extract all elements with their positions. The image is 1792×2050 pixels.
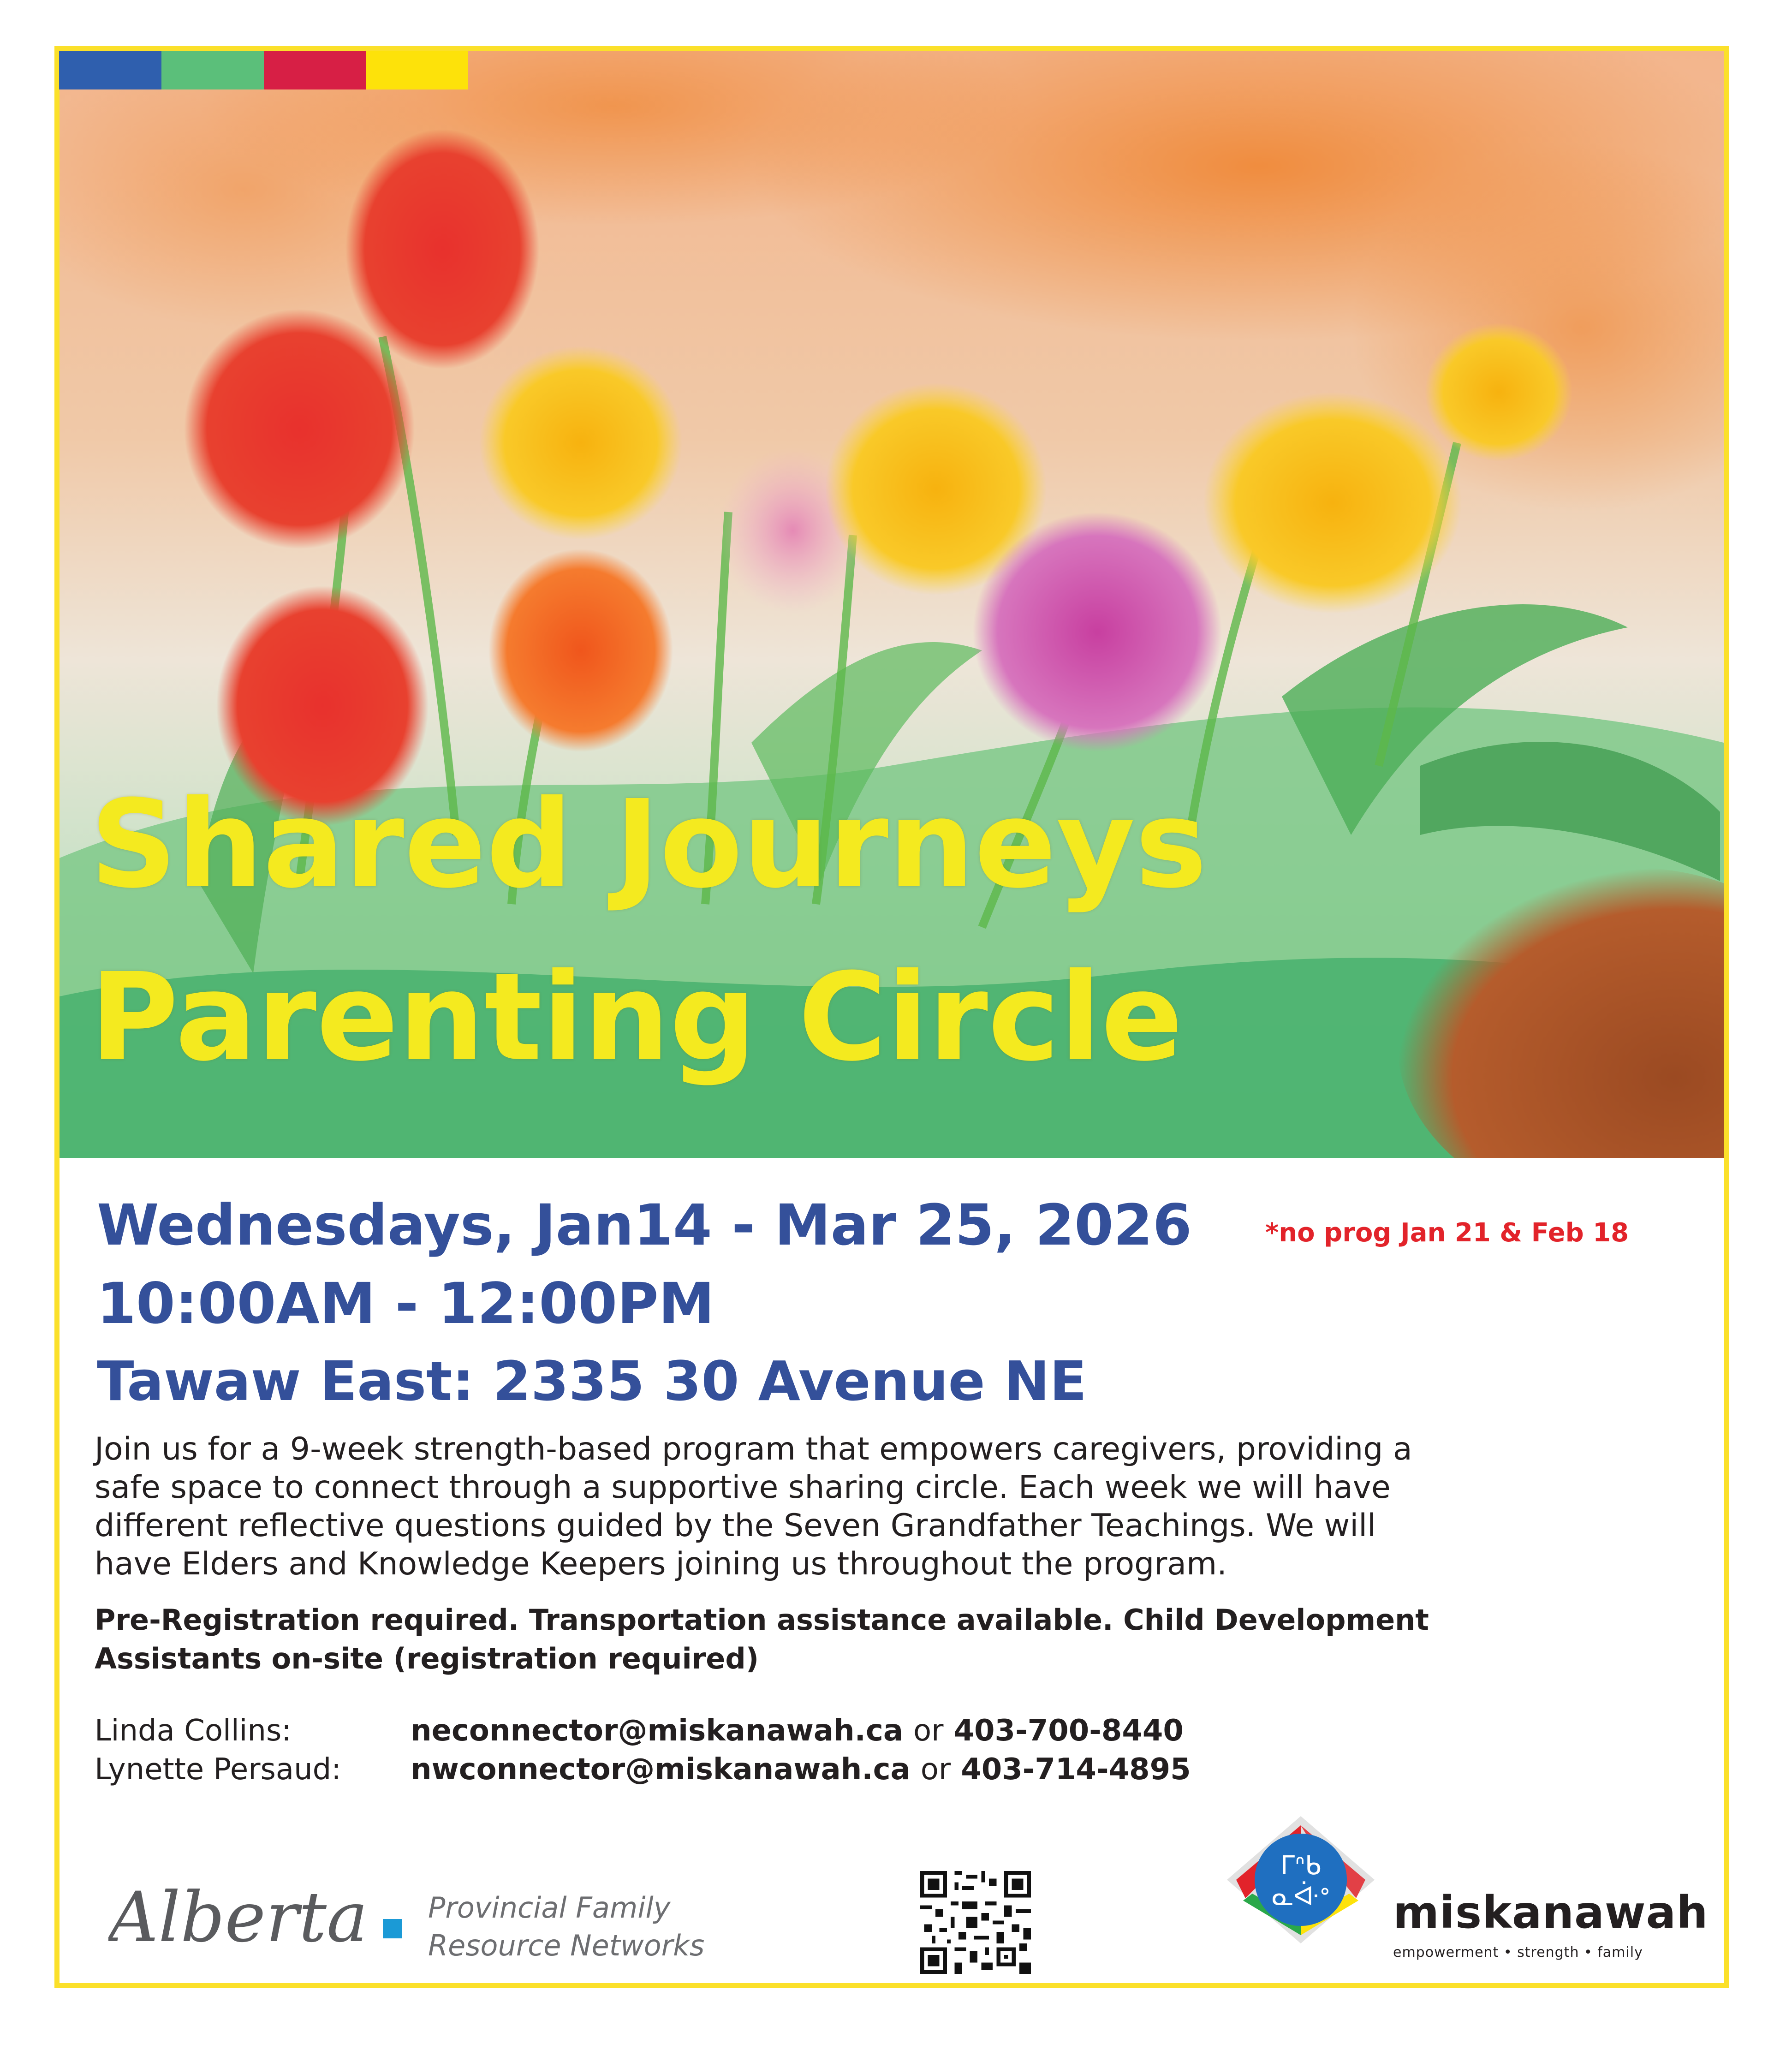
program-description xyxy=(95,1430,1663,1583)
contact-or: or xyxy=(913,1714,944,1748)
description-line: safe space to connect through a supportive sharing circle. Each week we will have xyxy=(95,1469,1391,1506)
contact-phone-link[interactable]: 403-714-4895 xyxy=(961,1752,1191,1787)
contact-row xyxy=(95,1750,1191,1789)
registration-line: Pre-Registration required. Transportation assistance available. Child Development xyxy=(95,1603,1429,1637)
stripe-yellow xyxy=(366,51,468,89)
alberta-wordmark: Alberta xyxy=(108,1882,368,1956)
alberta-square-icon xyxy=(383,1919,402,1938)
contact-or: or xyxy=(920,1752,951,1787)
title-line-2: Parenting Circle xyxy=(90,947,1183,1088)
description-line: Join us for a 9-week strength-based program that empowers caregivers, providing a xyxy=(95,1431,1412,1467)
alberta-logo xyxy=(108,1882,404,1956)
contact-list xyxy=(95,1711,1191,1789)
miskanawah-tagline: empowerment • strength • family xyxy=(1393,1944,1643,1961)
contact-email-link[interactable]: neconnector@miskanawah.ca xyxy=(411,1714,903,1748)
description-line: different reflective questions guided by the Seven Grandfather Teachings. We will xyxy=(95,1508,1376,1544)
registration-line: Assistants on-site (registration required) xyxy=(95,1642,759,1675)
color-stripes xyxy=(59,51,468,89)
pfrn-line: Resource Networks xyxy=(428,1929,705,1962)
pfrn-line: Provincial Family xyxy=(428,1891,671,1925)
miskanawah-syllabics-bottom: ᓇᐚᐤ xyxy=(1272,1882,1330,1912)
contact-name: Linda Collins: xyxy=(95,1714,292,1748)
miskanawah-name: miskanawah xyxy=(1393,1887,1709,1938)
contact-row xyxy=(95,1711,1191,1750)
program-time: 10:00AM - 12:00PM xyxy=(97,1271,714,1336)
title-line-1: Shared Journeys xyxy=(90,774,1207,915)
stripe-red xyxy=(264,51,366,89)
pfrn-label xyxy=(428,1889,704,1965)
program-dates: Wednesdays, Jan14 - Mar 25, 2026 xyxy=(97,1192,1192,1258)
no-program-note: *no prog Jan 21 & Feb 18 xyxy=(1265,1218,1629,1248)
miskanawah-syllabics-top: ᒥᐢᑲ xyxy=(1280,1851,1322,1881)
qr-code-icon[interactable] xyxy=(920,1871,1031,1974)
contact-name: Lynette Persaud: xyxy=(95,1752,341,1787)
stripe-green xyxy=(161,51,264,89)
contact-email-link[interactable]: nwconnector@miskanawah.ca xyxy=(411,1752,911,1787)
registration-note xyxy=(95,1601,1663,1678)
stripe-blue xyxy=(59,51,161,89)
miskanawah-logo-icon xyxy=(1218,1815,1384,1944)
program-location: Tawaw East: 2335 30 Avenue NE xyxy=(97,1349,1087,1413)
description-line: have Elders and Knowledge Keepers joining us throughout the program. xyxy=(95,1546,1227,1582)
contact-phone-link[interactable]: 403-700-8440 xyxy=(953,1714,1184,1748)
